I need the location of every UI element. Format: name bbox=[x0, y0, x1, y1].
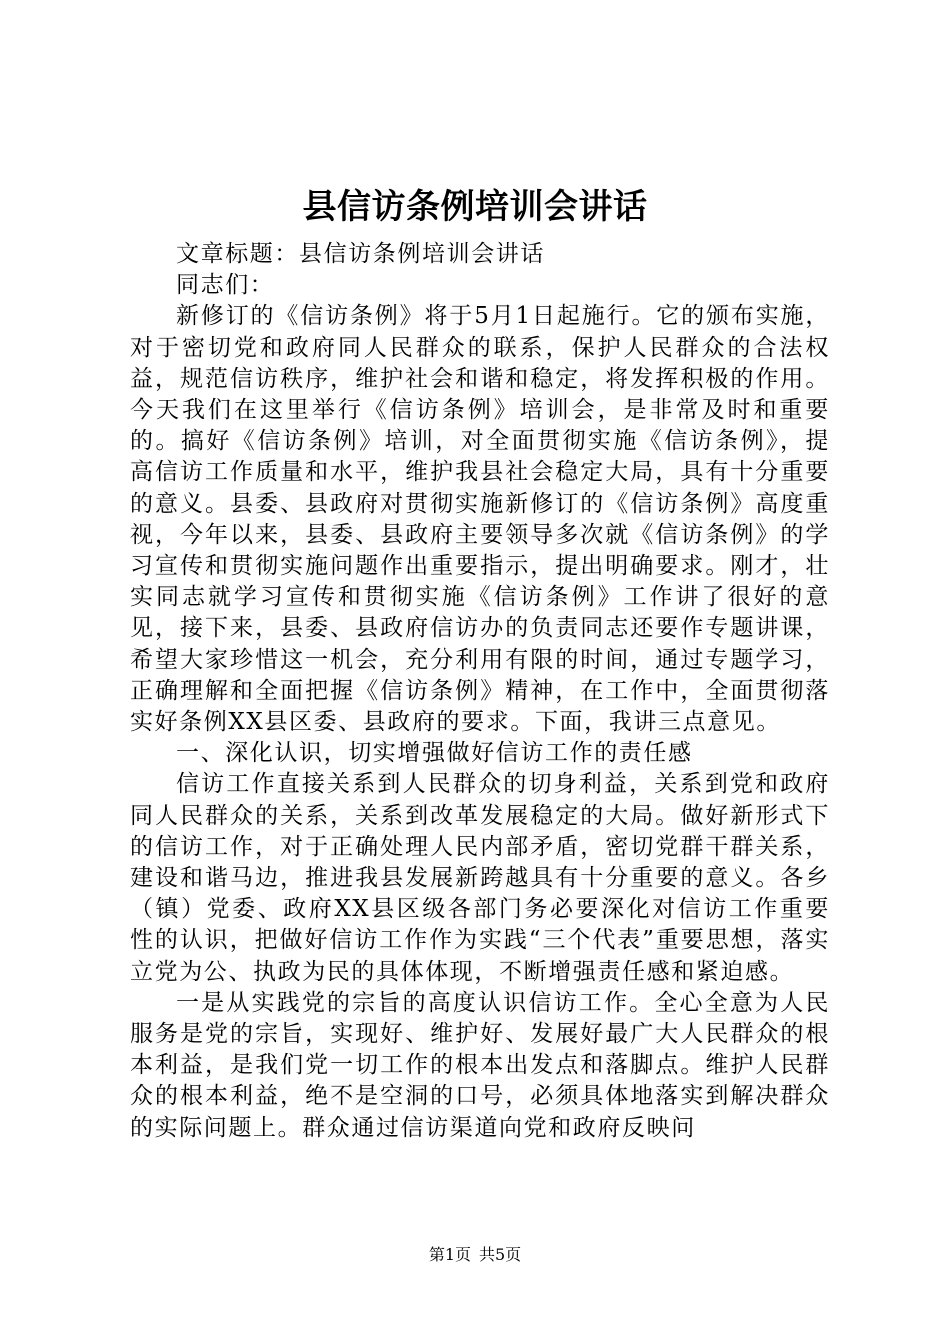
document-body bbox=[130, 239, 830, 1144]
point-one-paragraph: 一是从实践党的宗旨的高度认识信访工作。全心全意为人民服务是党的宗旨，实现好、维护好、发展好最广大人民群众的根本利益，是我们党一切工作的根本出发点和落脚点。维护人民群众的根本利益，绝不是空洞的口号，必须具体地落实到解决群众的实际问题上。群众通过信访渠道向党和政府反映问 bbox=[130, 989, 830, 1141]
document-title: 县信访条例培训会讲话 bbox=[302, 187, 648, 227]
intro-paragraph: 新修订的《信访条例》将于5月1日起施行。它的颁布实施，对于密切党和政府同人民群众的联系，保护人民群众的合法权益，规范信访秩序，维护社会和谐和稳定，将发挥积极的作用。今天我们在这里举行《信访条例》培训会，是非常及时和重要的。搞好《信访条例》培训，对全面贯彻实施《信访条例》，提高信访工作质量和水平，维护我县社会稳定大局，具有十分重要的意义。县委、县政府对贯彻实施新修订的《信访条例》高度重视，今年以来，县委、县政府主要领导多次就《信访条例》的学习宣传和贯彻实施问题作出重要指示，提出明确要求。刚才，壮实同志就学习宣传和贯彻实施《信访条例》工作讲了很好的意见，接下来，县委、县政府信访办的负责同志还要作专题讲课，希望大家珍惜这一机会，充分利用有限的时间，通过专题学习，正确理解和全面把握《信访条例》精神，在工作中，全面贯彻落实好条例XX县区委、县政府的要求。下面，我讲三点意见。 bbox=[130, 303, 830, 736]
page-total: 共5页 bbox=[479, 1245, 522, 1264]
salutation: 同志们： bbox=[176, 272, 275, 299]
page-number: 第1页 bbox=[428, 1245, 471, 1264]
article-title-line: 文章标题：县信访条例培训会讲话 bbox=[176, 241, 545, 267]
section-heading: 一、深化认识，切实增强做好信访工作的责任感 bbox=[176, 740, 693, 767]
section-paragraph: 信访工作直接关系到人民群众的切身利益，关系到党和政府同人民群众的关系，关系到改革发展稳定的大局。做好新形式下的信访工作，对于正确处理人民内部矛盾，密切党群干群关系，建设和谐马边，推进我县发展新跨越具有十分重要的意义。各乡（镇）党委、政府XX县区级各部门务必要深化对信访工作重要性的认识，把做好信访工作作为实践“三个代表”重要思想，落实立党为公、执政为民的具体体现，不断增强责任感和紧迫感。 bbox=[130, 771, 830, 985]
page-footer bbox=[0, 1244, 950, 1266]
